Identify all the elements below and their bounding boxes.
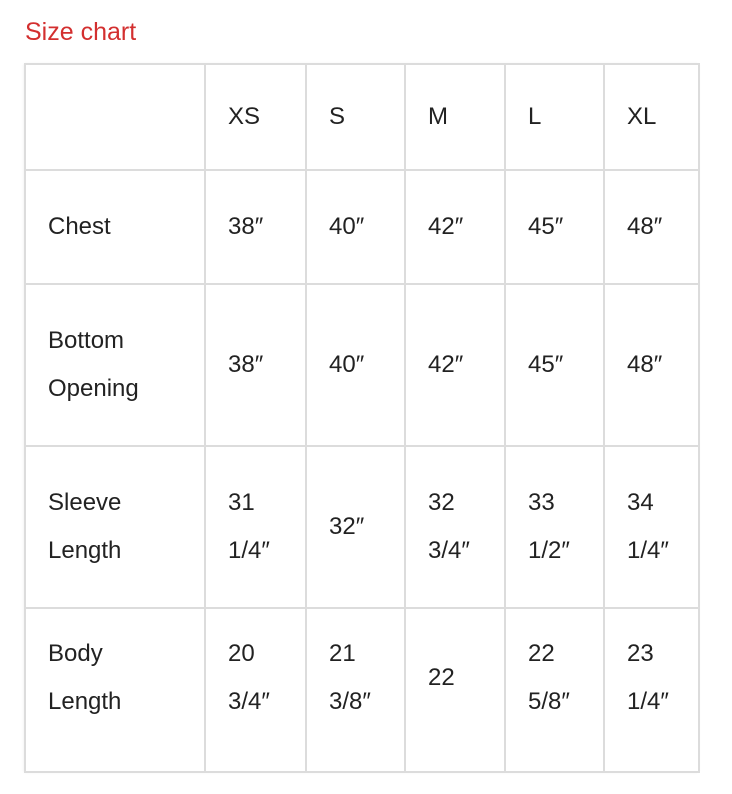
size-chart-table — [24, 63, 700, 773]
table-cell: 23 1/4″ — [604, 608, 699, 772]
table-cell: 21 3/8″ — [306, 608, 405, 772]
table-cell: 38″ — [205, 284, 306, 446]
row-label: Chest — [25, 170, 205, 284]
table-cell: 40″ — [306, 170, 405, 284]
header-cell-xs: XS — [205, 64, 306, 170]
table-cell: 48″ — [604, 170, 699, 284]
table-header-row — [25, 64, 699, 170]
table-cell: 32 3/4″ — [405, 446, 505, 608]
size-chart-title: Size chart — [25, 18, 137, 46]
header-cell-l: L — [505, 64, 604, 170]
table-cell: 42″ — [405, 284, 505, 446]
table-cell: 42″ — [405, 170, 505, 284]
row-label: Body Length — [25, 608, 205, 772]
table-cell: 45″ — [505, 170, 604, 284]
table-cell: 34 1/4″ — [604, 446, 699, 608]
table-cell: 22 5/8″ — [505, 608, 604, 772]
table-cell: 40″ — [306, 284, 405, 446]
row-label: Bottom Opening — [25, 284, 205, 446]
table-cell: 33 1/2″ — [505, 446, 604, 608]
table-cell: 31 1/4″ — [205, 446, 306, 608]
row-label: Sleeve Length — [25, 446, 205, 608]
table-cell: 48″ — [604, 284, 699, 446]
table-cell: 20 3/4″ — [205, 608, 306, 772]
table-row-chest — [25, 170, 699, 284]
size-chart-table-container — [24, 63, 698, 771]
header-cell-empty — [25, 64, 205, 170]
table-cell: 45″ — [505, 284, 604, 446]
table-row-body-length — [25, 608, 699, 772]
table-cell: 32″ — [306, 446, 405, 608]
table-cell: 22 — [405, 608, 505, 772]
table-row-bottom-opening — [25, 284, 699, 446]
table-cell: 38″ — [205, 170, 306, 284]
header-cell-s: S — [306, 64, 405, 170]
table-row-sleeve-length — [25, 446, 699, 608]
header-cell-m: M — [405, 64, 505, 170]
header-cell-xl: XL — [604, 64, 699, 170]
